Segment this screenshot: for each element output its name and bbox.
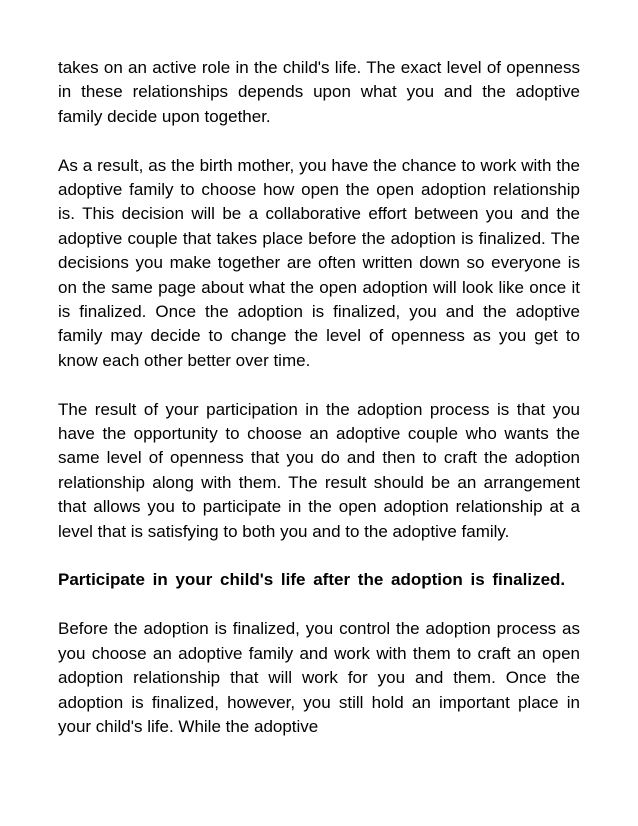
section-heading: Participate in your child's life after the adoption is finalized. xyxy=(58,570,566,590)
paragraph-openness-level: takes on an active role in the child's life. The exact level of openness in these relationships depends upon what you and the adoptive family decide upon together. xyxy=(58,58,580,126)
document-page xyxy=(58,56,580,764)
paragraph-after-finalization: Before the adoption is finalized, you control the adoption process as you choose an adoptive family and work with them to craft an open adoption relationship that will work for you and them. Once the adoption is finalized, however, you still hold an important place in your child's life. While the adoptive xyxy=(58,619,580,736)
paragraph-participation-result: The result of your participation in the adoption process is that you have the opportunity to choose an adoptive couple who wants the same level of openness that you do and then to craft the adoption relationship along with them. The result should be an arrangement that allows you to participate in the open adoption relationship at a level that is satisfying to both you and to the adoptive family. xyxy=(58,399,580,541)
paragraph-birth-mother-choice: As a result, as the birth mother, you have the chance to work with the adoptive family to choose how open the open adoption relationship is. This decision will be a collaborative effort between you and the adoptive couple that takes place before the adoption is finalized. The decisions you make together are often written down so everyone is on the same page about what the open adoption will look like once it is finalized. Once the adoption is finalized, you and the adoptive family may decide to change the level of openness as you get to know each other better over time. xyxy=(58,155,580,370)
